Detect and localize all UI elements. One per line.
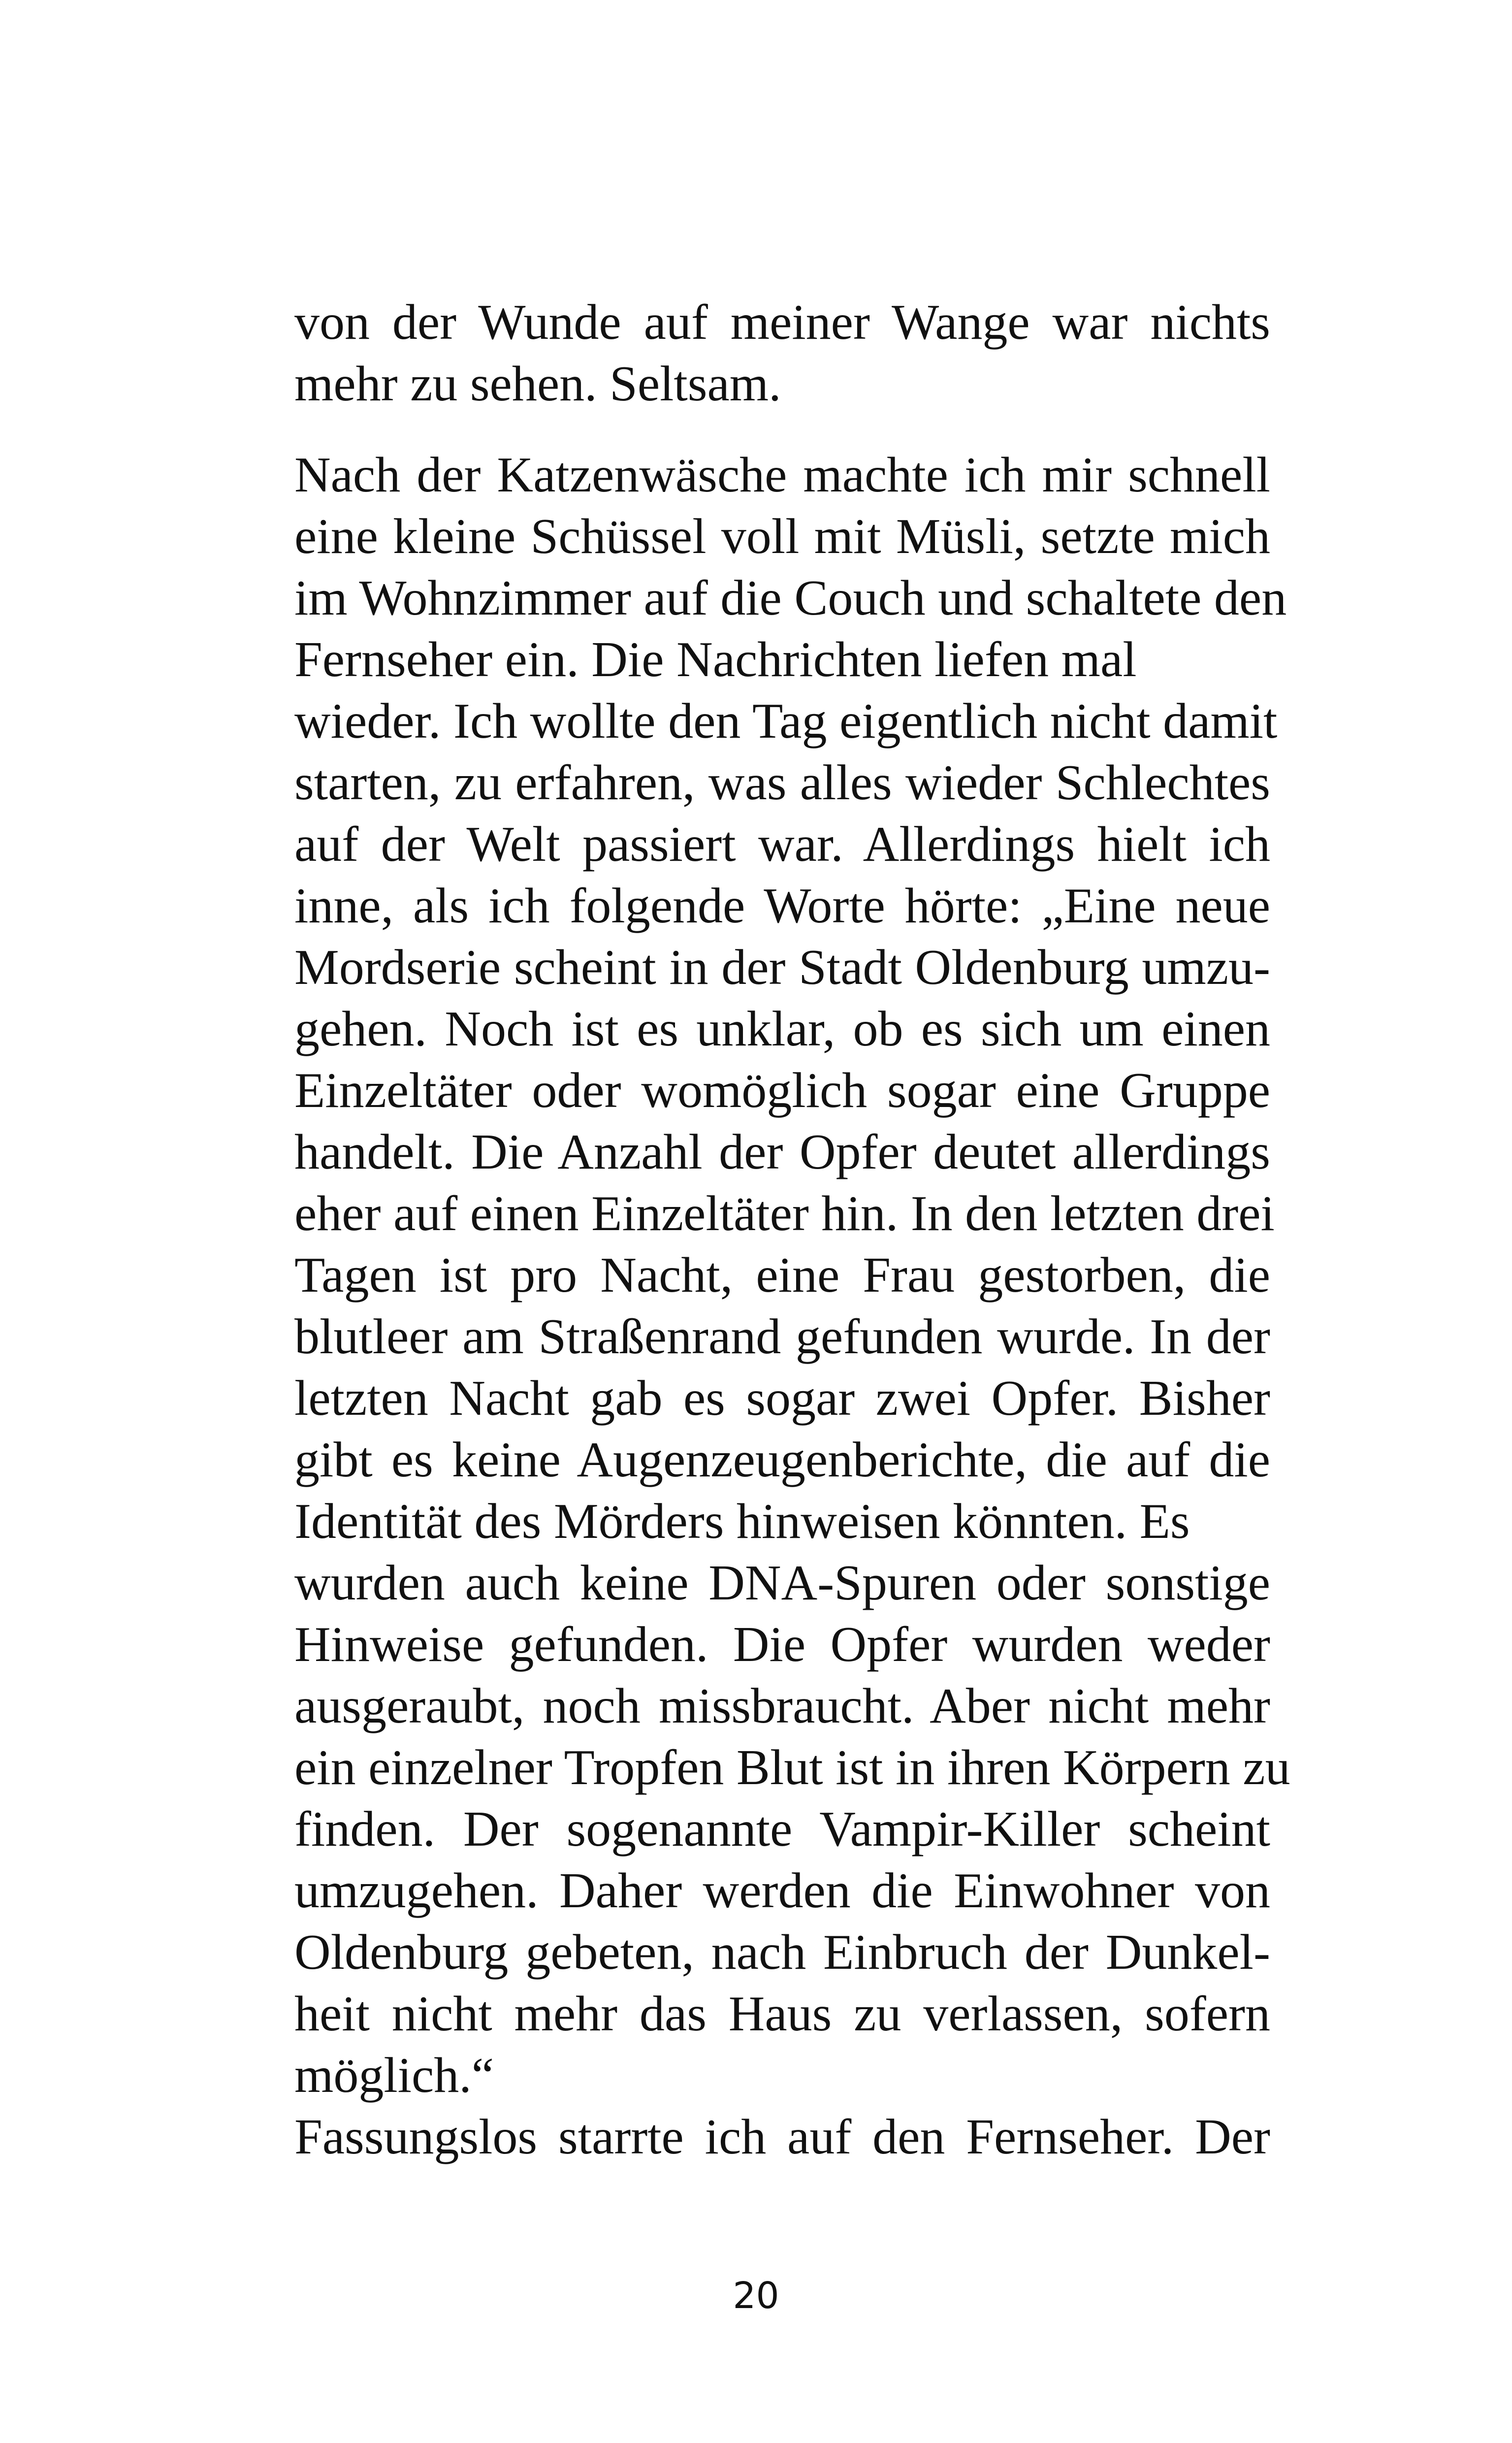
- text-line: Einzeltäter oder womöglich sogar eine Gruppe: [294, 1063, 1270, 1118]
- text-line: umzugehen. Daher werden die Einwohner von: [294, 1863, 1270, 1919]
- text-line: handelt. Die Anzahl der Opfer deutet allerdings: [294, 1124, 1270, 1180]
- text-line: wurden auch keine DNA-Spuren oder sonstige: [294, 1555, 1270, 1611]
- text-line: im Wohnzimmer auf die Couch und schaltete den: [294, 570, 1287, 626]
- text-line: möglich.“: [294, 2048, 494, 2103]
- text-line: eher auf einen Einzeltäter hin. In den letzten drei: [294, 1186, 1275, 1241]
- paragraph-spacing: [294, 415, 1270, 444]
- text-line: Hinweise gefunden. Die Opfer wurden weder: [294, 1617, 1270, 1672]
- text-line: inne, als ich folgende Worte hörte: „Eine neue: [294, 878, 1270, 934]
- text-line: mehr zu sehen. Seltsam.: [294, 356, 781, 412]
- text-line: heit nicht mehr das Haus zu verlassen, sofern: [294, 1986, 1270, 2042]
- text-line: von der Wunde auf meiner Wange war nichts: [294, 294, 1270, 350]
- body-text: [294, 292, 1290, 2168]
- text-line: Mordserie scheint in der Stadt Oldenburg umzu-: [294, 940, 1270, 995]
- text-line: eine kleine Schüssel voll mit Müsli, setzte mich: [294, 509, 1270, 564]
- text-line: Nach der Katzenwäsche machte ich mir schnell: [294, 447, 1270, 503]
- paragraph: [294, 444, 1290, 2106]
- text-line: gibt es keine Augenzeugenberichte, die auf die: [294, 1432, 1270, 1488]
- text-line: blutleer am Straßenrand gefunden wurde. In der: [294, 1309, 1270, 1365]
- text-line: gehen. Noch ist es unklar, ob es sich um einen: [294, 1001, 1270, 1057]
- text-line: Fernseher ein. Die Nachrichten liefen mal: [294, 632, 1137, 687]
- paragraph: [294, 2106, 1270, 2168]
- text-line: ausgeraubt, noch missbraucht. Aber nicht mehr: [294, 1678, 1270, 1734]
- text-line: letzten Nacht gab es sogar zwei Opfer. Bisher: [294, 1370, 1270, 1426]
- text-line: Identität des Mörders hinweisen könnten. Es: [294, 1494, 1190, 1549]
- text-line: finden. Der sogenannte Vampir-Killer scheint: [294, 1801, 1270, 1857]
- text-line: auf der Welt passiert war. Allerdings hielt ich: [294, 816, 1270, 872]
- text-line: wieder. Ich wollte den Tag eigentlich nicht damit: [294, 693, 1278, 749]
- paragraph: [294, 292, 1270, 415]
- text-line: Tagen ist pro Nacht, eine Frau gestorben, die: [294, 1247, 1270, 1303]
- text-line: ein einzelner Tropfen Blut ist in ihren Körpern zu: [294, 1740, 1290, 1795]
- page-number: 20: [733, 2275, 779, 2317]
- text-line: Oldenburg gebeten, nach Einbruch der Dunkel-: [294, 1924, 1270, 1980]
- text-line: starten, zu erfahren, was alles wieder Schlechtes: [294, 755, 1270, 811]
- text-line: Fassungslos starrte ich auf den Fernseher. Der: [294, 2109, 1270, 2165]
